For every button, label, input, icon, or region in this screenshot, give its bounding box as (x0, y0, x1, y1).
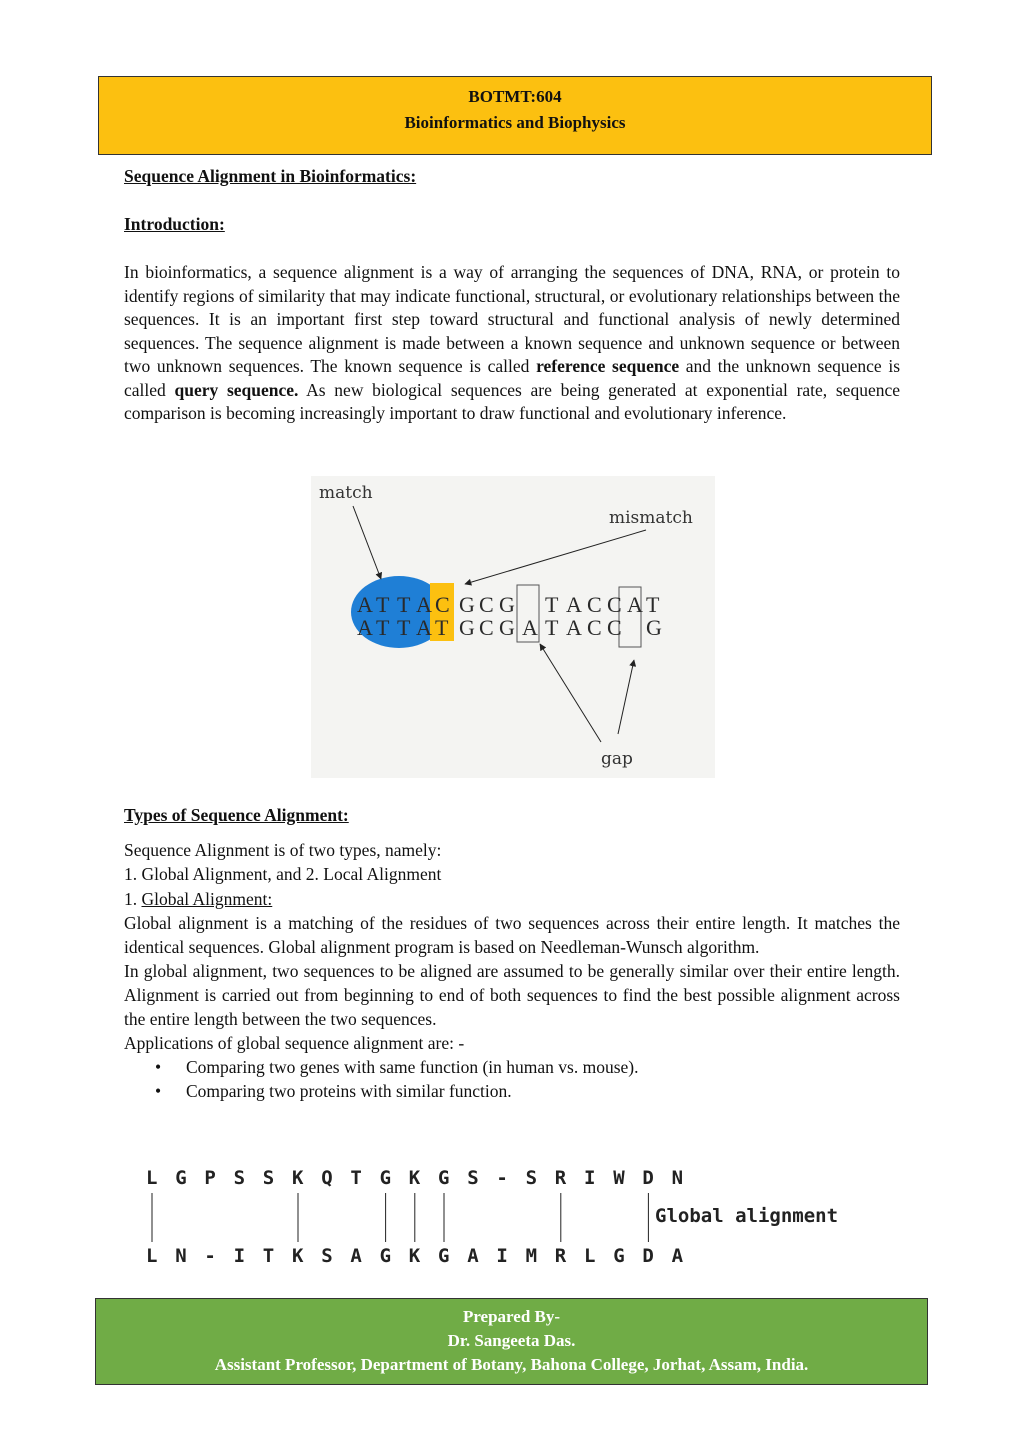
global-top-residue: I (584, 1167, 596, 1189)
top-sequence (357, 592, 660, 617)
top-sequence-letter: C (607, 592, 622, 617)
global-top-residue: S (467, 1167, 479, 1189)
top-sequence-letter: A (357, 592, 373, 617)
global-bottom-residue: A (350, 1245, 362, 1267)
global-bottom-sequence (146, 1245, 684, 1267)
global-bottom-residue: N (175, 1245, 187, 1267)
bottom-sequence-letter: C (479, 615, 494, 640)
global-bottom-residue: G (613, 1245, 625, 1267)
footer-line-3: Assistant Professor, Department of Botany, Bahona College, Jorhat, Assam, India. (214, 1355, 809, 1374)
gap-label: gap (601, 749, 633, 769)
bottom-sequence-letter: T (376, 615, 390, 640)
bottom-sequence-letter: G (499, 615, 515, 640)
top-sequence-letter: C (587, 592, 602, 617)
global-bottom-residue: R (554, 1245, 567, 1267)
bottom-sequence-letter: A (416, 615, 432, 640)
global-top-residue: - (496, 1167, 508, 1189)
global-alignment-figure (140, 1160, 900, 1275)
gap-arrow-1 (540, 644, 601, 742)
footer-line-2: Dr. Sangeeta Das. (447, 1331, 576, 1350)
global-top-residue: G (175, 1167, 187, 1189)
global-top-sequence (146, 1167, 683, 1189)
global-alignment-svg (140, 1160, 900, 1275)
global-bottom-residue: L (584, 1245, 596, 1267)
global-top-residue: Q (321, 1167, 333, 1189)
top-sequence-letter: A (566, 592, 582, 617)
top-sequence-letter: A (627, 592, 643, 617)
bottom-sequence-letter: G (459, 615, 475, 640)
global-bottom-residue: G (438, 1245, 450, 1267)
intro-text-3: As new biological sequences are being generated at exponential rate, sequence comparison is becoming increasingly important to draw functional and evolutionary inference. (124, 379, 901, 423)
global-alignment-subheading: Global Alignment: (141, 888, 273, 909)
global-bottom-residue: G (379, 1245, 392, 1267)
global-top-residue: S (525, 1167, 538, 1189)
top-sequence-letter: G (459, 592, 475, 617)
bottom-sequence-letter: G (646, 615, 662, 640)
applications-item: • Comparing two proteins with similar function. (186, 1079, 900, 1103)
global-bottom-residue: K (408, 1245, 421, 1267)
global-top-residue: N (671, 1167, 684, 1189)
global-top-residue: K (292, 1167, 304, 1189)
query-sequence-term: query sequence. (174, 379, 299, 400)
global-top-residue: S (233, 1167, 246, 1189)
global-bottom-residue: K (292, 1245, 304, 1267)
global-alignment-para-1: Global alignment is a matching of the residues of two sequences across their entire length. It matches the identical sequences. Global alignment program is based on Needleman-Wunsch algorithm. (124, 912, 900, 957)
types-line-3-prefix: 1. (124, 888, 142, 909)
top-sequence-letter: T (376, 592, 390, 617)
bottom-sequence (357, 615, 662, 640)
applications-item: • Comparing two genes with same function (in human vs. mouse). (186, 1055, 900, 1079)
global-top-residue: P (204, 1167, 216, 1189)
reference-sequence-term: reference sequence (536, 356, 680, 376)
types-line-1: Sequence Alignment is of two types, namely: (124, 840, 442, 860)
global-top-residue: G (438, 1167, 450, 1189)
global-bottom-residue: M (525, 1245, 538, 1267)
types-heading: Types of Sequence Alignment: (124, 805, 349, 825)
mismatch-label: mismatch (609, 508, 693, 528)
applications-intro: Applications of global sequence alignment are: - (124, 1032, 465, 1053)
top-sequence-letter: G (499, 592, 515, 617)
section-title: Sequence Alignment in Bioinformatics: (124, 166, 417, 186)
global-bottom-residue: S (321, 1245, 333, 1267)
course-subject: Bioinformatics and Biophysics (404, 113, 626, 132)
global-top-residue: D (642, 1167, 654, 1189)
types-line-2: 1. Global Alignment, and 2. Local Alignment (124, 864, 442, 885)
intro-text-2: and the unknown sequence is called (124, 356, 900, 400)
types-line-3 (124, 887, 900, 911)
footer-credits (95, 1298, 928, 1385)
global-alignment-para-2: In global alignment, two sequences to be aligned are assumed to be generally similar over their entire length. Alignment is carried out from beginning to end of both sequences to find the best possible alignment across the entire length between the two sequences. (124, 960, 900, 1029)
intro-text-1: In bioinformatics, a sequence alignment is a way of arranging the sequences of DNA, RNA, or protein to identify regions of similarity that may indicate functional, structural, or evolutionary relationships between the sequences. It is an important first step toward structural and functional analysis of newly determined sequences. The sequence alignment is made between a known sequence and unknown sequence or between two unknown sequences. The known sequence is called (124, 262, 900, 376)
alignment-diagram (311, 476, 715, 778)
mismatch-arrow (465, 530, 646, 584)
bottom-sequence-letter: T (397, 615, 411, 640)
course-header (98, 76, 932, 155)
match-label: match (319, 483, 373, 503)
global-top-residue: S (262, 1167, 275, 1189)
course-code: BOTMT:604 (468, 87, 562, 106)
global-bottom-residue: A (671, 1245, 684, 1267)
global-top-residue: W (613, 1167, 625, 1189)
global-top-residue: L (146, 1167, 158, 1189)
global-bottom-residue: I (233, 1245, 246, 1267)
bottom-sequence-letter: A (357, 615, 373, 640)
intro-paragraph (124, 261, 900, 426)
global-top-residue: G (379, 1167, 392, 1189)
top-sequence-letter: A (416, 592, 432, 617)
bottom-sequence-letter: A (566, 615, 582, 640)
applications-list (124, 1055, 900, 1104)
bottom-sequence-letter: C (607, 615, 622, 640)
bottom-sequence-letter: T (545, 615, 559, 640)
global-bottom-residue: T (262, 1245, 275, 1267)
global-match-lines (152, 1193, 648, 1242)
top-sequence-letter: T (397, 592, 411, 617)
global-top-residue: K (408, 1167, 421, 1189)
global-bottom-residue: I (496, 1245, 508, 1267)
types-intro (124, 838, 900, 1104)
top-sequence-letter: T (646, 592, 660, 617)
bottom-sequence-letter: C (587, 615, 602, 640)
top-sequence-letter: C (435, 592, 450, 617)
bottom-sequence-letter: A (522, 615, 538, 640)
global-bottom-residue: D (642, 1245, 654, 1267)
global-bottom-residue: - (204, 1245, 216, 1267)
global-top-residue: R (554, 1167, 567, 1189)
bottom-sequence-letter: T (435, 615, 449, 640)
top-sequence-letter: T (545, 592, 559, 617)
footer-line-1: Prepared By- (462, 1307, 561, 1326)
top-sequence-letter: C (479, 592, 494, 617)
alignment-diagram-svg (311, 476, 715, 778)
global-alignment-label: Global alignment (655, 1205, 839, 1227)
global-bottom-residue: A (467, 1245, 479, 1267)
global-bottom-residue: L (146, 1245, 158, 1267)
match-arrow (353, 506, 381, 579)
intro-heading: Introduction: (124, 214, 225, 234)
gap-arrow-2 (618, 660, 634, 734)
global-top-residue: T (350, 1167, 362, 1189)
